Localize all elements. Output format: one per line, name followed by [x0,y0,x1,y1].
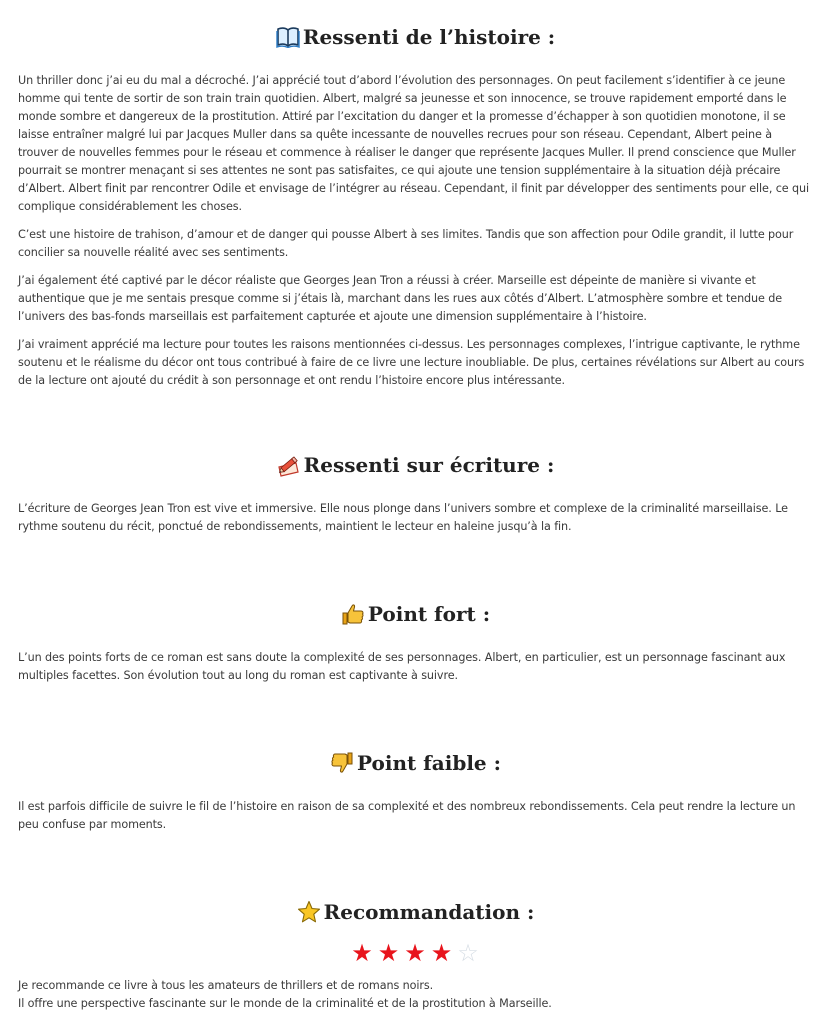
section-title-text: Ressenti de l’histoire : [302,25,556,49]
paragraph: J’ai également été captivé par le décor réaliste que Georges Jean Tron a réussi à créer. Marseille est dépeinte de manière si vivante et authentique que je me sentais presque comme si j’étais là, marchant dans les rues aux côtés d’Albert. L’atmosphère sombre et tendue de l’univers des bas-fonds marseillais est parfaitement capturée et ajoute une dimension supplémentaire à l’histoire. [18,274,783,323]
section-title-text: Point faible : [357,751,501,775]
recommendation-line: Il offre une perspective fascinante sur le monde de la criminalité et de la prostitution à Marseille. [18,997,552,1010]
section-title-histoire [18,22,812,52]
paragraph: C’est une histoire de trahison, d’amour et de danger qui pousse Albert à ses limites. Tandis que son affection pour Odile grandit, il lutte pour concilier sa nouvelle réalité avec ses sentiments. [18,228,794,259]
open-book-icon [275,24,301,50]
star-filled-icon: ★ [404,939,426,967]
star-icon [296,899,322,925]
star-empty-icon: ☆ [457,939,479,967]
section-title-text: Point fort : [367,602,491,626]
paragraph [18,977,812,1013]
paragraph: Un thriller donc j’ai eu du mal a décroché. J’ai apprécié tout d’abord l’évolution des personnages. On peut facilement s’identifier à ce jeune homme qui tente de sortir de son train train quotidien. Albert, malgré sa jeunesse et son innocence, se trouve rapidement emporté dans le monde sombre et dangereux de la prostitution. Attiré par l’excitation du danger et la promesse d’échapper à son quotidien monotone, il se laisse entraîner malgré lui par Jacques Muller dans sa quête incessante de nouvelles recrues pour son réseau. Cependant, Albert peine à trouver de nouvelles femmes pour le réseau et commence à réaliser le danger que représente Jacques Muller. Il prend conscience que Muller pourrait se montrer menaçant si ses attentes ne sont pas satisfaites, ce qui ajoute une tension supplémentaire à la situation déjà précaire d’Albert. Albert finit par rencontrer Odile et envisage de l’intégrer au réseau. Cependant, il finit par développer des sentiments pour elle, ce qui complique considérablement les choses. [18,74,810,213]
pencil-writing-icon [276,452,302,478]
section-title-point-faible [18,748,812,778]
section-title-text: Ressenti sur écriture : [303,453,555,477]
recommendation-line: Je recommande ce livre à tous les amateurs de thrillers et de romans noirs. [18,979,434,992]
paragraph: Il est parfois difficile de suivre le fil de l’histoire en raison de sa complexité et des nombreux rebondissements. Cela peut rendre la lecture un peu confuse par moments. [18,800,796,831]
paragraph: L’un des points forts de ce roman est sans doute la complexité de ses personnages. Albert, en particulier, est un personnage fascinant aux multiples facettes. Son évolution tout au long du roman est captivante à suivre. [18,651,786,682]
thumbs-up-icon [340,601,366,627]
section-title-recommandation [18,897,812,927]
star-filled-icon: ★ [377,939,400,967]
star-filled-icon: ★ [430,939,453,967]
paragraph: J’ai vraiment apprécié ma lecture pour toutes les raisons mentionnées ci-dessus. Les personnages complexes, l’intrigue captivante, le rythme soutenu et le réalisme du décor ont tous contribué à faire de ce livre une lecture inoubliable. De plus, certaines révélations sur Albert au cours de la lecture ont ajouté du crédit à son personnage et ont rendu l’histoire encore plus intéressante. [18,338,805,387]
section-title-text: Recommandation : [323,900,535,924]
section-title-ecriture [18,450,812,480]
section-title-point-fort [18,599,812,629]
star-rating [18,941,812,965]
thumbs-down-icon [329,750,355,776]
paragraph: L’écriture de Georges Jean Tron est vive et immersive. Elle nous plonge dans l’univers sombre et complexe de la criminalité marseillaise. Le rythme soutenu du récit, ponctué de rebondissements, maintient le lecteur en haleine jusqu’à la fin. [18,502,788,533]
star-filled-icon: ★ [351,939,373,967]
